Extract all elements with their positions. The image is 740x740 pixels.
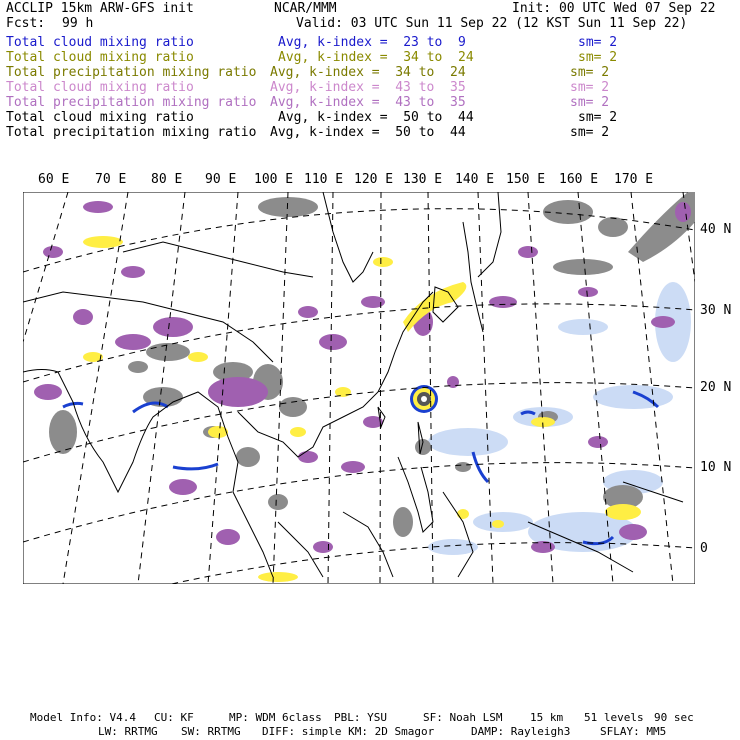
cu-scheme: CU: KF [154,711,194,724]
lon-label: 110 E [304,172,344,187]
fcst-label: Fcst: [6,16,46,31]
field-avg-7: Avg, k-index = 50 to 44 [270,125,466,140]
lon-label: 100 E [254,172,294,187]
lon-label: 60 E [38,172,70,187]
field-sm-4: sm= 2 [570,80,610,95]
field-name-5: Total precipitation mixing ratio [6,95,257,110]
fcst-value: 99 h [62,16,94,31]
lat-label: 10 N [700,460,732,475]
field-sm-6: sm= 2 [578,110,618,125]
sflay-scheme: SFLAY: MM5 [600,725,667,738]
title-center: NCAR/MMM [274,1,337,16]
lon-label: 160 E [559,172,599,187]
field-avg-1: Avg, k-index = 23 to 9 [278,35,466,50]
valid-time: Valid: 03 UTC Sun 11 Sep 22 (12 KST Sun 11 Sep 22) [296,16,688,31]
field-sm-5: sm= 2 [570,95,610,110]
lat-label: 0 [700,541,708,556]
lon-label: 70 E [95,172,127,187]
typhoon-marker [410,385,438,413]
field-avg-2: Avg, k-index = 34 to 24 [278,50,474,65]
field-sm-3: sm= 2 [570,65,610,80]
diff-scheme: DIFF: simple KM: 2D Smagor [262,725,435,738]
sf-scheme: SF: Noah LSM [423,711,503,724]
field-name-3: Total precipitation mixing ratio [6,65,257,80]
model-info: Model Info: V4.4 [30,711,136,724]
lon-label: 150 E [506,172,546,187]
pbl-scheme: PBL: YSU [334,711,387,724]
resolution: 15 km [530,711,564,724]
field-name-6: Total cloud mixing ratio [6,110,194,125]
lat-label: 40 N [700,222,732,237]
init-time: Init: 00 UTC Wed 07 Sep 22 [512,1,716,16]
mp-scheme: MP: WDM 6class [229,711,322,724]
field-name-4: Total cloud mixing ratio [6,80,194,95]
field-name-2: Total cloud mixing ratio [6,50,194,65]
lon-label: 170 E [614,172,654,187]
lon-label: 80 E [151,172,183,187]
field-sm-2: sm= 2 [578,50,618,65]
lon-label: 120 E [354,172,394,187]
damp-scheme: DAMP: Rayleigh3 [471,725,571,738]
lw-scheme: LW: RRTMG [98,725,158,738]
lon-label: 130 E [403,172,443,187]
timestep: 90 sec [654,711,694,724]
levels: 51 levels [584,711,644,724]
lat-label: 20 N [700,380,732,395]
cloud-map [23,192,695,584]
lat-label: 30 N [700,303,732,318]
field-avg-6: Avg, k-index = 50 to 44 [278,110,474,125]
field-avg-5: Avg, k-index = 43 to 35 [270,95,466,110]
lon-label: 90 E [205,172,237,187]
field-sm-7: sm= 2 [570,125,610,140]
field-sm-1: sm= 2 [578,35,618,50]
title-left: ACCLIP 15km ARW-GFS init [6,1,194,16]
field-avg-4: Avg, k-index = 43 to 35 [270,80,466,95]
field-avg-3: Avg, k-index = 34 to 24 [270,65,466,80]
lon-label: 140 E [455,172,495,187]
sw-scheme: SW: RRTMG [181,725,241,738]
field-name-1: Total cloud mixing ratio [6,35,194,50]
field-name-7: Total precipitation mixing ratio [6,125,257,140]
